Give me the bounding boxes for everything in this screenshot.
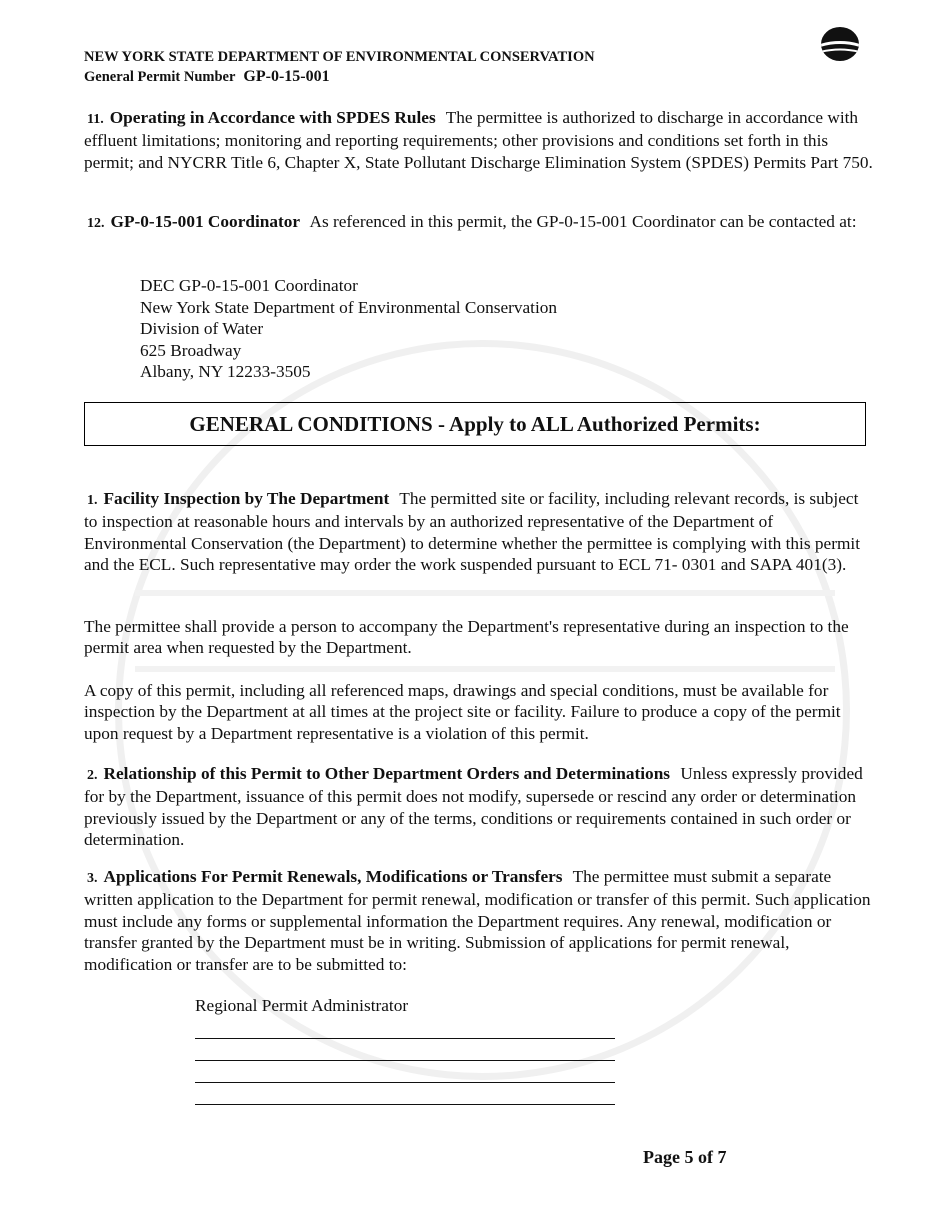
condition-number: 1.	[87, 493, 98, 508]
section-12	[84, 211, 874, 234]
paragraph-text: The permittee shall provide a person to accompany the Department's representative during an inspection to the permit area when requested by the Department.	[84, 617, 849, 658]
page-number: Page 5 of 7	[643, 1147, 727, 1167]
dec-logo-icon	[820, 26, 860, 62]
section-11	[84, 107, 874, 173]
condition-body: Unless expressly provided for by the Department, issuance of this permit does not modify, supersede or rescind any order or determination previously issued by the Department or any of the terms, conditions or requirements contained in such order or determination.	[84, 764, 863, 850]
condition-1-paragraph-3	[84, 680, 874, 744]
condition-2	[84, 763, 874, 851]
permit-label: General Permit Number	[84, 69, 236, 85]
condition-number: 2.	[87, 768, 98, 783]
section-number: 11.	[87, 112, 104, 127]
condition-3	[84, 866, 874, 975]
address-line: DEC GP-0-15-001 Coordinator	[140, 276, 358, 295]
page-header	[84, 47, 595, 87]
address-line: Division of Water	[140, 319, 264, 338]
permit-number-line	[84, 67, 595, 87]
condition-1-paragraph-2	[84, 616, 874, 659]
section-body: The permittee is authorized to discharge in accordance with effluent limitations; monitoring and reporting requirements; other provisions and conditions set forth in this permit; and NYCRR Title 6, Chapter X, State Pollutant Discharge Elimination System (SPDES) Permits Part 750.	[84, 108, 873, 172]
permit-number: GP-0-15-001	[243, 68, 330, 85]
section-body: As referenced in this permit, the GP-0-15-001 Coordinator can be contacted at:	[309, 212, 857, 231]
address-line: New York State Department of Environmental Conservation	[140, 297, 558, 317]
section-number: 12.	[87, 216, 105, 231]
regional-administrator-title: Regional Permit Administrator	[195, 996, 409, 1015]
condition-number: 3.	[87, 871, 98, 886]
condition-title: Facility Inspection by The Department	[103, 489, 390, 508]
condition-body: The permittee must submit a separate written application to the Department for permit renewal, modification or transfer of this permit. Such application must include any forms or supplemental information the Department requires. Any renewal, modification or transfer granted by the Department must be in writing. Submission of applications for permit renewal, modification or transfer are to be submitted to:	[84, 867, 871, 974]
general-conditions-banner: GENERAL CONDITIONS - Apply to ALL Authorized Permits:	[84, 402, 866, 446]
regional-administrator-block	[195, 995, 615, 1105]
coordinator-address	[140, 275, 557, 383]
section-title: Operating in Accordance with SPDES Rules	[109, 108, 436, 127]
address-line: Albany, NY 12233-3505	[140, 362, 311, 381]
address-blank-line	[195, 1082, 615, 1083]
condition-title: Applications For Permit Renewals, Modifications or Transfers	[103, 867, 563, 886]
address-blank-line	[195, 1104, 615, 1105]
condition-1	[84, 488, 874, 576]
condition-title: Relationship of this Permit to Other Department Orders and Determinations	[103, 764, 671, 783]
address-blank-line	[195, 1038, 615, 1039]
address-line: 625 Broadway	[140, 340, 242, 360]
address-blank-line	[195, 1060, 615, 1061]
paragraph-text: A copy of this permit, including all referenced maps, drawings and special conditions, must be available for inspection by the Department at all times at the project site or facility. Failure to produce a copy of the permit upon request by a Department representative is a violation of this permit.	[84, 681, 841, 743]
section-title: GP-0-15-001 Coordinator	[110, 212, 301, 231]
agency-name: NEW YORK STATE DEPARTMENT OF ENVIRONMENTAL CONSERVATION	[84, 49, 595, 65]
condition-body: The permitted site or facility, including relevant records, is subject to inspection at reasonable hours and intervals by an authorized representative of the Department of Environmental Conservation (the Department) to determine whether the permittee is complying with this permit and the ECL. Such representative may order the work suspended pursuant to ECL 71- 0301 and SAPA 401(3).	[84, 489, 861, 575]
